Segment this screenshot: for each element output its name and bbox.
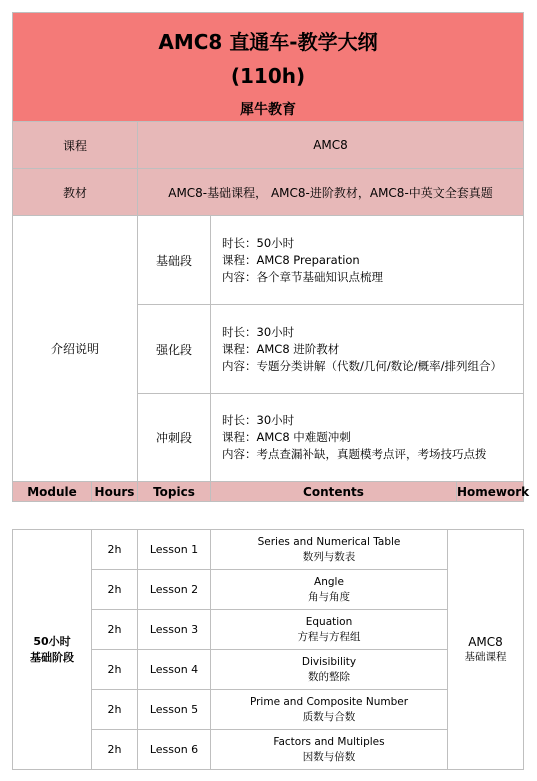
lesson-topic: Lesson 3	[138, 610, 211, 650]
phase-details	[211, 394, 524, 482]
intro-label: 介绍说明	[13, 216, 138, 482]
lesson-topic: Lesson 2	[138, 570, 211, 610]
phase-name: 冲刺段	[138, 394, 211, 482]
homework-subtitle: 基础课程	[464, 650, 507, 663]
phase-content: 内容：考点查漏补缺，真题模考点评，考场技巧点拨	[222, 447, 487, 461]
homework-title: AMC8	[468, 634, 503, 649]
lesson-topic: Lesson 1	[138, 530, 211, 570]
syllabus-overview-table	[12, 12, 530, 502]
material-value: AMC8-基础课程， AMC8-进阶教材，AMC8-中英文全套真题	[138, 169, 524, 216]
phase-content: 内容：各个章节基础知识点梳理	[222, 269, 383, 284]
lesson-content-en: Series and Numerical Table	[257, 535, 401, 548]
column-header-topics: Topics	[138, 482, 211, 502]
phase-row-1	[13, 216, 524, 305]
column-header-homework: Homework	[457, 482, 524, 502]
table-row	[13, 530, 524, 570]
phase-name: 基础段	[138, 216, 211, 305]
lesson-content-en: Divisibility	[301, 655, 357, 668]
phase-content: 内容：专题分类讲解（代数/几何/数论/概率/排列组合）	[222, 358, 502, 373]
lesson-content-en: Equation	[305, 615, 353, 628]
lesson-hours: 2h	[92, 570, 138, 610]
lesson-content-en: Angle	[314, 575, 344, 588]
column-header-contents: Contents	[211, 482, 457, 502]
page-title-hours: (110h)	[230, 64, 306, 88]
lesson-content	[211, 530, 448, 570]
lesson-hours: 2h	[92, 650, 138, 690]
page-title: AMC8 直通车-教学大纲	[158, 30, 378, 54]
course-row	[13, 122, 524, 169]
lesson-content-zh: 角与角度	[308, 590, 350, 603]
lesson-content	[211, 690, 448, 730]
column-header-row	[13, 482, 524, 502]
phase-duration: 时长：30小时	[222, 413, 295, 427]
lesson-content-zh: 数列与数表	[302, 550, 356, 563]
phase-details	[211, 216, 524, 305]
column-header-hours: Hours	[92, 482, 138, 502]
title-row	[13, 13, 524, 122]
lesson-topic: Lesson 5	[138, 690, 211, 730]
organization-name: 犀牛教育	[240, 102, 296, 118]
course-value: AMC8	[138, 122, 524, 169]
module-cell	[13, 530, 92, 770]
module-hours: 50小时	[33, 634, 71, 648]
lesson-hours: 2h	[92, 690, 138, 730]
phase-duration: 时长：50小时	[222, 235, 295, 250]
lesson-content	[211, 650, 448, 690]
material-row	[13, 169, 524, 216]
lessons-table	[12, 529, 524, 770]
column-header-module: Module	[13, 482, 92, 502]
homework-cell	[448, 530, 524, 770]
phase-duration: 时长：30小时	[222, 324, 295, 339]
module-stage: 基础阶段	[30, 650, 74, 664]
course-label: 课程	[13, 122, 138, 169]
lesson-hours: 2h	[92, 730, 138, 770]
lesson-content-zh: 数的整除	[308, 670, 350, 683]
lesson-content	[211, 730, 448, 770]
lesson-hours: 2h	[92, 530, 138, 570]
lesson-content-zh: 质数与合数	[302, 710, 356, 723]
lesson-content-en: Prime and Composite Number	[249, 695, 409, 708]
material-label: 教材	[13, 169, 138, 216]
lesson-content	[211, 610, 448, 650]
lesson-topic: Lesson 4	[138, 650, 211, 690]
lesson-content-en: Factors and Multiples	[273, 735, 385, 748]
lesson-content-zh: 方程与方程组	[297, 630, 361, 643]
title-cell	[13, 13, 524, 122]
phase-course: 课程：AMC8 Preparation	[222, 252, 360, 267]
lesson-content-zh: 因数与倍数	[302, 750, 356, 763]
phase-course: 课程：AMC8 中难题冲刺	[222, 430, 351, 444]
lesson-content	[211, 570, 448, 610]
phase-details	[211, 305, 524, 394]
phase-name: 强化段	[138, 305, 211, 394]
lesson-hours: 2h	[92, 610, 138, 650]
lesson-topic: Lesson 6	[138, 730, 211, 770]
phase-course: 课程：AMC8 进阶教材	[222, 341, 340, 356]
